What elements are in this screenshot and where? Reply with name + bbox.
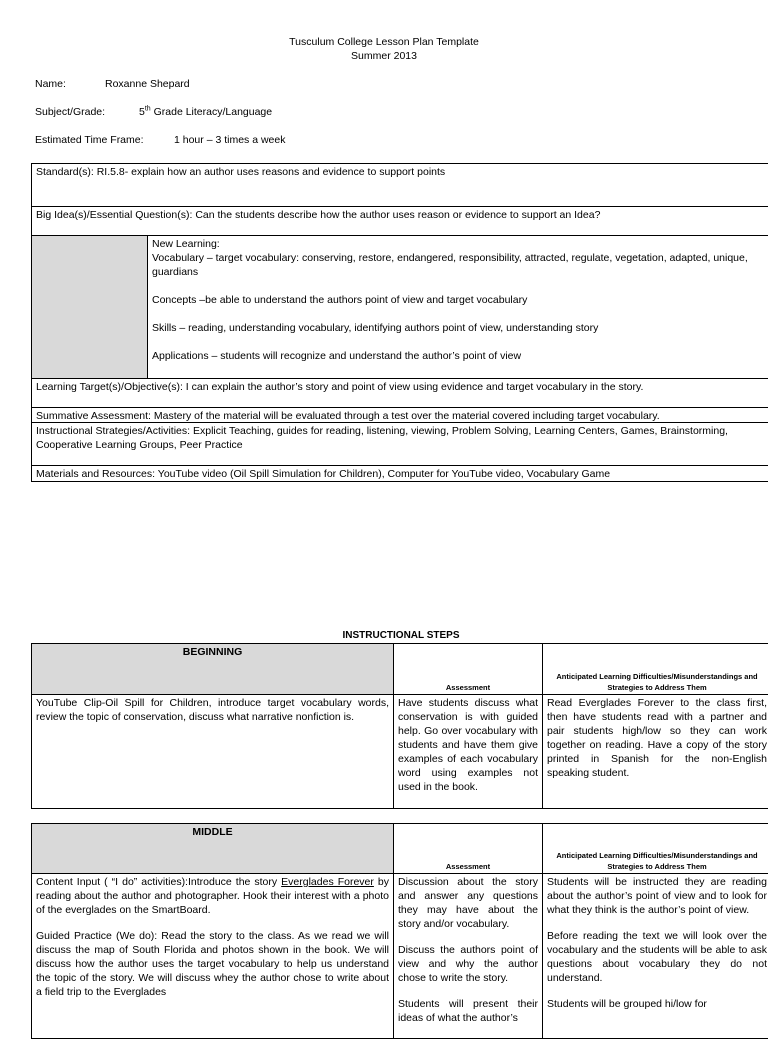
concepts-text: Concepts –be able to understand the authors point of view and target vocabulary — [152, 293, 766, 307]
grade-suffix: th — [145, 106, 151, 113]
grade-number: 5 — [139, 106, 145, 118]
standards-row: Standard(s): RI.5.8- explain how an author uses reasons and evidence to support points — [32, 164, 768, 207]
beginning-anticipated: Read Everglades Forever to the class first, then have students read with a partner and pair students high/low so they can work together on reading. Have a copy of the story printed in Spanish for the non-English speaking student. — [543, 695, 768, 809]
instructional-steps-title: INSTRUCTIONAL STEPS — [31, 629, 768, 643]
subject-value — [139, 105, 272, 119]
middle-anticipated-3: Students will be grouped hi/low for — [547, 997, 767, 1011]
name-value: Roxanne Shepard — [105, 77, 190, 91]
middle-assessment — [394, 874, 543, 1039]
subject-text: Grade Literacy/Language — [151, 106, 272, 118]
big-idea-row: Big Idea(s)/Essential Question(s): Can the students describe how the author uses reason or evidence to support an Idea? — [32, 207, 768, 236]
new-learning-shaded-cell — [32, 236, 148, 378]
subject-field — [35, 105, 105, 119]
middle-header-row — [32, 824, 768, 874]
new-learning-row — [32, 236, 768, 379]
middle-activity — [32, 874, 394, 1039]
middle-table — [31, 823, 768, 1039]
document-title: Tusculum College Lesson Plan Template — [0, 35, 768, 49]
anticipated-header: Anticipated Learning Difficulties/Misunderstandings and Strategies to Address Them — [543, 824, 768, 874]
beginning-header: BEGINNING — [32, 644, 394, 695]
beginning-assessment: Have students discuss what conservation is with guided help. Go over vocabulary with students and have them give examples of each vocabulary word using examples not used in the book. — [394, 695, 543, 809]
middle-anticipated-1: Students will be instructed they are reading about the author’s point of view and to look for what they think is the author’s point of view. — [547, 875, 767, 917]
middle-assessment-3: Students will present their ideas of what the author’s — [398, 997, 538, 1025]
content-input-text — [36, 875, 389, 917]
lesson-plan-box — [31, 163, 768, 482]
new-learning-heading: New Learning: — [152, 237, 766, 251]
time-field — [35, 133, 144, 147]
subject-label: Subject/Grade: — [35, 106, 105, 118]
beginning-header-row — [32, 644, 768, 695]
assessment-header: Assessment — [394, 824, 543, 874]
beginning-table — [31, 643, 768, 809]
learning-target-row: Learning Target(s)/Objective(s): I can explain the author’s story and point of view using evidence and target vocabulary in the story. — [32, 379, 768, 408]
materials-row: Materials and Resources: YouTube video (Oil Spill Simulation for Children), Computer for YouTube video, Vocabulary Game — [32, 466, 768, 481]
middle-anticipated — [543, 874, 768, 1039]
name-label: Name: — [35, 78, 66, 90]
middle-assessment-1: Discussion about the story and answer any questions they may have about the story and/or vocabulary. — [398, 875, 538, 931]
middle-header: MIDDLE — [32, 824, 394, 874]
name-field — [35, 77, 66, 91]
assessment-header: Assessment — [394, 644, 543, 695]
strategies-row: Instructional Strategies/Activities: Explicit Teaching, guides for reading, listening, viewing, Problem Solving, Learning Centers, Games, Brainstorming, Cooperative Learning Groups, Peer Practice — [32, 423, 768, 466]
middle-anticipated-2: Before reading the text we will look over the vocabulary and the students will be able to ask questions about vocabulary they do not understand. — [547, 929, 767, 985]
beginning-content-row — [32, 695, 768, 809]
content-input-rest: by reading about the author and photographer. Hook their interest with a photo of the everglades on the SmartBoard. — [36, 876, 389, 916]
anticipated-header: Anticipated Learning Difficulties/Misunderstandings and Strategies to Address Them — [543, 644, 768, 695]
vocabulary-text: Vocabulary – target vocabulary: conserving, restore, endangered, responsibility, attracted, regulate, vegetation, adapted, unique, guardians — [152, 251, 766, 279]
time-value: 1 hour – 3 times a week — [174, 133, 285, 147]
new-learning-content — [148, 236, 768, 378]
time-label: Estimated Time Frame: — [35, 134, 144, 146]
summative-row: Summative Assessment: Mastery of the material will be evaluated through a test over the material covered including target vocabulary. — [32, 408, 768, 423]
story-title-link: Everglades Forever — [281, 876, 374, 888]
beginning-activity: YouTube Clip-Oil Spill for Children, introduce target vocabulary words, review the topic of conservation, discuss what narrative nonfiction is. — [32, 695, 394, 809]
content-input-lead: Content Input ( “I do” activities):Introduce the story — [36, 876, 281, 888]
middle-assessment-2: Discuss the authors point of view and why the author chose to write the story. — [398, 943, 538, 985]
document-subtitle: Summer 2013 — [0, 49, 768, 63]
skills-text: Skills – reading, understanding vocabulary, identifying authors point of view, understanding story — [152, 321, 766, 335]
guided-practice-text: Guided Practice (We do): Read the story to the class. As we read we will discuss the map of South Florida and photos shown in the book. We will discuss how the author uses the target vocabulary to help us understand the topic of the story. We will discuss whey the author chose to write about a field trip to the Everglades — [36, 929, 389, 999]
middle-content-row — [32, 874, 768, 1039]
applications-text: Applications – students will recognize and understand the author’s point of view — [152, 349, 766, 363]
